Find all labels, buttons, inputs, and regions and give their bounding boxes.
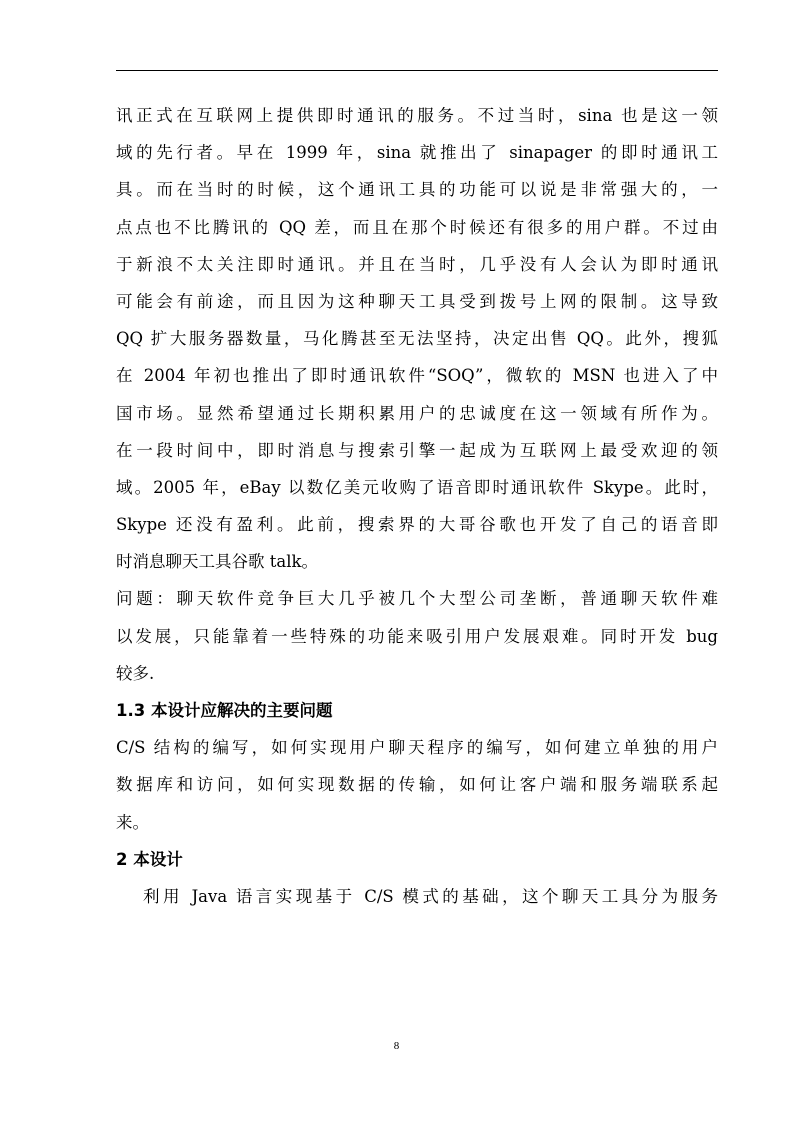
- paragraph-line: 具。而在当时的时候，这个通讯工具的功能可以说是非常强大的，一: [116, 180, 718, 200]
- paragraph-line: 点点也不比腾讯的 QQ 差，而且在那个时候还有很多的用户群。不过由: [116, 217, 718, 237]
- paragraph-line: 可能会有前途，而且因为这种聊天工具受到拨号上网的限制。这导致: [116, 291, 718, 311]
- paragraph-line: 讯正式在互联网上提供即时通讯的服务。不过当时，sina 也是这一领: [116, 106, 718, 125]
- paragraph-line: 以发展，只能靠着一些特殊的功能来吸引用户发展艰难。同时开发 bug: [116, 626, 718, 646]
- paragraph-line: 时消息聊天工具谷歌 talk。: [116, 552, 318, 572]
- paragraph-line: 问题：聊天软件竞争巨大几乎被几个大型公司垄断，普通聊天软件难: [116, 589, 718, 609]
- paragraph-line: 来。: [116, 812, 149, 832]
- paragraph-line: 于新浪不太关注即时通讯。并且在当时，几乎没有人会认为即时通讯: [116, 254, 718, 274]
- paragraph-line: 国市场。显然希望通过长期积累用户的忠诚度在这一领域有所作为。: [116, 403, 718, 423]
- document-body: [116, 97, 718, 915]
- paragraph-line: QQ 扩大服务器数量，马化腾甚至无法坚持，决定出售 QQ。此外，搜狐: [116, 329, 718, 349]
- section-heading: 2 本设计: [116, 849, 183, 869]
- section-heading: 1.3 本设计应解决的主要问题: [116, 701, 333, 720]
- paragraph-line: 较多.: [116, 663, 155, 683]
- page-number: 8: [393, 1040, 400, 1052]
- paragraph-line: 利用 Java 语言实现基于 C/S 模式的基础，这个聊天工具分为服务: [143, 886, 718, 906]
- paragraph-line: 域。2005 年，eBay 以数亿美元收购了语音即时通讯软件 Skype。此时，: [116, 477, 718, 497]
- header-rule: [116, 70, 718, 71]
- paragraph-line: 数据库和访问，如何实现数据的传输，如何让客户端和服务端联系起: [116, 775, 718, 795]
- paragraph-line: C/S 结构的编写，如何实现用户聊天程序的编写，如何建立单独的用户: [116, 738, 718, 758]
- paragraph-line: Skype 还没有盈利。此前，搜索界的大哥谷歌也开发了自己的语音即: [116, 515, 718, 535]
- paragraph-line: 在一段时间中，即时消息与搜索引擎一起成为互联网上最受欢迎的领: [116, 440, 718, 460]
- paragraph-line: 在 2004 年初也推出了即时通讯软件“SOQ”，微软的 MSN 也进入了中: [116, 366, 718, 386]
- paragraph-line: 域的先行者。早在 1999 年，sina 就推出了 sinapager 的即时通讯工: [116, 143, 718, 163]
